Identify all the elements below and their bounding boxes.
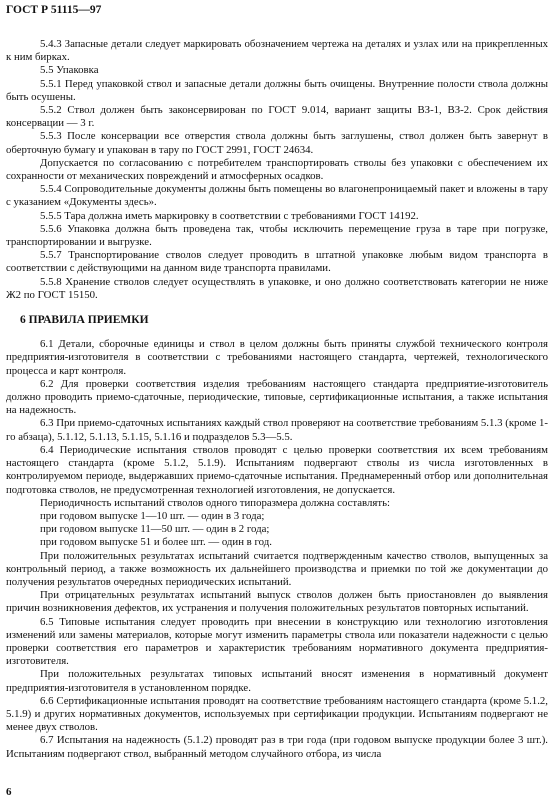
paragraph: 5.5.8 Хранение стволов следует осуществлять в упаковке, и оно должно соответствовать категории не ниже Ж2 по ГОСТ 15150.	[6, 275, 548, 301]
paragraph: 5.5.2 Ствол должен быть законсервирован по ГОСТ 9.014, вариант защиты ВЗ-1, ВЗ-2. Срок действия консервации — 3 г.	[6, 104, 548, 130]
paragraph: 6.3 При приемо-сдаточных испытаниях каждый ствол проверяют на соответствие требованиям 5.1.3 (кроме 1-го абзаца), 5.1.12, 5.1.13, 5.1.15, 5.1.16 и подразделов 5.3—5.5.	[6, 417, 548, 443]
paragraph: При положительных результатах испытаний считается подтвержденным качество стволов, выпущенных за контрольный период, а также возможность их дальнейшего производства и приемки по той же документации до получения результатов очередных периодических испытаний.	[6, 549, 548, 588]
paragraph: При положительных результатах типовых испытаний вносят изменения в нормативный документ предприятия-изготовителя в установленном порядке.	[6, 668, 548, 694]
paragraph: 5.5.1 Перед упаковкой ствол и запасные детали должны быть очищены. Внутренние полости ствола должны быть осушены.	[6, 77, 548, 103]
paragraph: 6.5 Типовые испытания следует проводить при внесении в конструкцию или технологию изготовления изменений или замены материалов, которые могут изменить параметры ствола или показатели надежности с целью проверки соответствия его параметров и характеристик требованиям нормативного документа предприятия-изготовителя.	[6, 615, 548, 668]
paragraph: 6.4 Периодические испытания стволов проводят с целью проверки соответствия их всем требованиям настоящего стандарта (кроме 5.1.2, 5.1.9). Испытаниям подвергают стволы из числа изготовленных в контролируемом периоде, выдержавших приемо-сдаточные испытания. Преднамеренный отбор или дополнительная подготовка стволов, не предусмотренная технологией изготовления, не допускается.	[6, 443, 548, 496]
paragraph: 6.1 Детали, сборочные единицы и ствол в целом должны быть приняты службой технического контроля предприятия-изготовителя в соответствии с требованиями настоящего стандарта, чертежей, технологического процесса и карт контроля.	[6, 338, 548, 377]
paragraph: Допускается по согласованию с потребителем транспортировать стволы без упаковки с обеспечением их сохранности от механических повреждений и атмосферных осадков.	[6, 156, 548, 183]
paragraph: при годовом выпуске 51 и более шт. — один в год.	[40, 536, 272, 549]
paragraph: 5.5.3 После консервации все отверстия ствола должны быть заглушены, ствол должен быть завернут в оберточную бумагу и упакован в тару по ГОСТ 2991, ГОСТ 24634.	[6, 130, 548, 156]
paragraph: 5.5.4 Сопроводительные документы должны быть помещены во влагонепроницаемый пакет и вложены в тару с указанием «Документы здесь».	[6, 183, 548, 209]
paragraph: 6.7 Испытания на надежность (5.1.2) проводят раз в три года (при годовом выпуске продукции более 3 шт.). Испытаниям подвергают ствол, выбранный методом случайного отбора, из числа	[6, 734, 548, 760]
paragraph: 5.5.5 Тара должна иметь маркировку в соответствии с требованиями ГОСТ 14192.	[40, 209, 419, 222]
section-6-paragraphs	[6, 338, 548, 761]
paragraph: 6.2 Для проверки соответствия изделия требованиям настоящего стандарта предприятие-изготовитель должно проводить приемо-сдаточные, периодические, типовые, сертификационные испытания, а также испытания на надежность.	[6, 377, 548, 417]
paragraph: 5.5 Упаковка	[40, 64, 99, 77]
paragraph: 5.5.6 Упаковка должна быть проведена так, чтобы исключить перемещение груза в таре при погрузке, транспортировании и выгрузке.	[6, 222, 548, 249]
paragraph: 5.4.3 Запасные детали следует маркировать обозначением чертежа на деталях и узлах или на прикрепленных к ним бирках.	[6, 38, 548, 64]
paragraph: при годовом выпуске 1—10 шт. — один в 3 года;	[40, 509, 265, 522]
section-title: 6 ПРАВИЛА ПРИЕМКИ	[20, 314, 149, 327]
paragraph: Периодичность испытаний стволов одного типоразмера должна составлять:	[40, 496, 391, 509]
paragraph: 6.6 Сертификационные испытания проводят на соответствие требованиям настоящего стандарта (кроме 5.1.2, 5.1.9) и других нормативных документов, используемых при сертификации продукции. Испытаниям подвергают не менее двух стволов.	[6, 694, 548, 734]
document-body	[6, 38, 548, 761]
section-5-paragraphs	[6, 38, 548, 302]
paragraph: при годовом выпуске 11—50 шт. — один в 2 года;	[40, 523, 270, 536]
page-number: 6	[6, 785, 12, 798]
paragraph: При отрицательных результатах испытаний выпуск стволов должен быть приостановлен до выявления причин возникновения дефектов, их устранения и получения положительных результатов повторных испытаний.	[6, 589, 548, 615]
paragraph: 5.5.7 Транспортирование стволов следует проводить в штатной упаковке любым видом транспорта в соответствии с действующими на данном виде транспорта правилами.	[6, 249, 548, 275]
document-code-header: ГОСТ Р 51115—97	[6, 4, 102, 16]
